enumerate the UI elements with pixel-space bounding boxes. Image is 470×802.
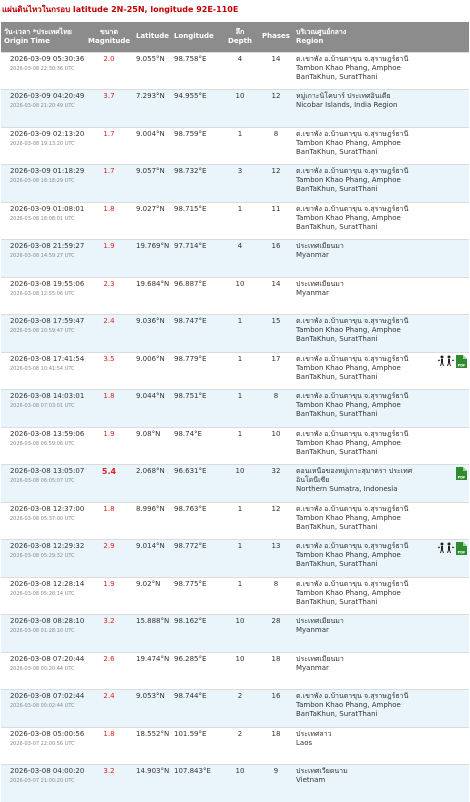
magnitude-value: 1.7 [85, 165, 133, 203]
region-cell [293, 90, 429, 128]
table-row[interactable] [1, 315, 469, 353]
phases-value: 9 [259, 765, 293, 802]
origin-time-utc: 2026-03-08 06:05:07 UTC [4, 477, 82, 486]
depth-value: 1 [221, 352, 259, 390]
table-row[interactable] [1, 90, 469, 128]
phases-value: 14 [259, 52, 293, 90]
actions-cell [429, 352, 469, 390]
svg-text:PDF: PDF [458, 551, 466, 555]
region-thai: ตอนเหนือของหมู่เกาะสุมาตรา ประเทศอินโดนีเซีย [296, 467, 426, 485]
origin-time-local: 2026-03-08 07:20:44 [4, 655, 82, 664]
latitude-value: 9.08°N [133, 427, 171, 465]
phases-value: 16 [259, 240, 293, 278]
origin-time-cell [1, 240, 85, 278]
region-english: Myanmar [296, 626, 426, 635]
actions-cell [429, 577, 469, 615]
origin-time-cell [1, 352, 85, 390]
origin-time-utc: 2026-03-08 18:08:01 UTC [4, 215, 82, 224]
longitude-value: 98.162°E [171, 615, 221, 653]
longitude-value: 98.732°E [171, 165, 221, 203]
pdf-icon[interactable] [456, 355, 467, 371]
table-row[interactable] [1, 765, 469, 802]
depth-value: 10 [221, 615, 259, 653]
column-header-latitude[interactable]: Latitude [133, 22, 171, 52]
origin-time-utc: 2026-03-08 12:55:06 UTC [4, 290, 82, 299]
origin-time-local: 2026-03-08 04:00:20 [4, 767, 82, 776]
region-english: Tambon Khao Phang, Amphoe BanTaKhun, SuratThani [296, 214, 426, 232]
longitude-value: 94.955°E [171, 90, 221, 128]
region-thai: ประเทศเมียนมา [296, 617, 426, 626]
region-english: Tambon Khao Phang, Amphoe BanTaKhun, SuratThani [296, 589, 426, 607]
depth-value: 10 [221, 652, 259, 690]
longitude-value: 98.779°E [171, 352, 221, 390]
origin-time-cell [1, 90, 85, 128]
longitude-value: 96.887°E [171, 277, 221, 315]
latitude-value: 2.068°N [133, 465, 171, 503]
region-english: Vietnam [296, 776, 426, 785]
origin-time-utc: 2026-03-08 21:20:49 UTC [4, 102, 82, 111]
actions-cell [429, 502, 469, 540]
table-row[interactable] [1, 652, 469, 690]
depth-value: 1 [221, 577, 259, 615]
region-thai: ต.เขาพัง อ.บ้านตาขุน จ.สุราษฎร์ธานี [296, 580, 426, 589]
latitude-value: 19.684°N [133, 277, 171, 315]
origin-time-utc: 2026-03-08 14:59:27 UTC [4, 252, 82, 261]
depth-value: 1 [221, 315, 259, 353]
table-row[interactable] [1, 465, 469, 503]
region-cell [293, 540, 429, 578]
table-row[interactable] [1, 52, 469, 90]
depth-value: 10 [221, 277, 259, 315]
longitude-value: 107.843°E [171, 765, 221, 802]
region-thai: ต.เขาพัง อ.บ้านตาขุน จ.สุราษฎร์ธานี [296, 355, 426, 364]
actions-cell [429, 202, 469, 240]
region-thai: ต.เขาพัง อ.บ้านตาขุน จ.สุราษฎร์ธานี [296, 392, 426, 401]
region-thai: หมู่เกาะนิโคบาร์ ประเทศอินเดีย [296, 92, 426, 101]
region-english: Tambon Khao Phang, Amphoe BanTaKhun, SuratThani [296, 439, 426, 457]
origin-time-cell [1, 465, 85, 503]
table-row[interactable] [1, 277, 469, 315]
phases-value: 13 [259, 540, 293, 578]
origin-time-local: 2026-03-08 13:59:06 [4, 430, 82, 439]
origin-time-utc: 2026-03-08 01:28:10 UTC [4, 627, 82, 636]
depth-value: 1 [221, 390, 259, 428]
latitude-value: 14.903°N [133, 765, 171, 802]
origin-time-local: 2026-03-08 05:00:56 [4, 730, 82, 739]
actions-cell [429, 465, 469, 503]
actions-cell [429, 315, 469, 353]
origin-time-local: 2026-03-08 12:37:00 [4, 505, 82, 514]
magnitude-value: 2.9 [85, 540, 133, 578]
phases-value: 12 [259, 90, 293, 128]
region-english: Myanmar [296, 251, 426, 260]
column-header-actions [429, 22, 469, 52]
origin-time-utc: 2026-03-08 18:18:29 UTC [4, 177, 82, 186]
origin-time-local: 2026-03-09 05:30:36 [4, 55, 82, 64]
region-english: Tambon Khao Phang, Amphoe BanTaKhun, SuratThani [296, 326, 426, 344]
felt-report-icon[interactable] [438, 542, 454, 557]
page-heading: แผ่นดินไหวในกรอบ latitude 2N-25N, longitude 92E-110E [0, 0, 470, 22]
region-thai: ต.เขาพัง อ.บ้านตาขุน จ.สุราษฎร์ธานี [296, 542, 426, 551]
origin-time-cell [1, 577, 85, 615]
actions-cell [429, 52, 469, 90]
table-row[interactable] [1, 727, 469, 765]
origin-time-utc: 2026-03-08 05:29:32 UTC [4, 552, 82, 561]
region-cell [293, 502, 429, 540]
phases-value: 18 [259, 727, 293, 765]
actions-cell [429, 615, 469, 653]
phases-value: 32 [259, 465, 293, 503]
depth-value: 1 [221, 540, 259, 578]
latitude-value: 19.474°N [133, 652, 171, 690]
origin-time-local: 2026-03-08 17:59:47 [4, 317, 82, 326]
actions-cell [429, 765, 469, 802]
region-thai: ต.เขาพัง อ.บ้านตาขุน จ.สุราษฎร์ธานี [296, 692, 426, 701]
region-cell [293, 240, 429, 278]
region-english: Nicobar Islands, India Region [296, 101, 426, 110]
phases-value: 11 [259, 202, 293, 240]
latitude-value: 7.293°N [133, 90, 171, 128]
depth-value: 4 [221, 240, 259, 278]
region-thai: ประเทศเมียนมา [296, 280, 426, 289]
magnitude-value: 2.4 [85, 690, 133, 728]
region-cell [293, 765, 429, 802]
region-english: Tambon Khao Phang, Amphoe BanTaKhun, SuratThani [296, 139, 426, 157]
region-english: Tambon Khao Phang, Amphoe BanTaKhun, SuratThani [296, 364, 426, 382]
longitude-value: 98.772°E [171, 540, 221, 578]
pdf-icon[interactable] [456, 467, 467, 483]
phases-value: 18 [259, 652, 293, 690]
region-cell [293, 615, 429, 653]
depth-value: 3 [221, 165, 259, 203]
region-cell [293, 577, 429, 615]
origin-time-utc: 2026-03-08 06:59:06 UTC [4, 440, 82, 449]
origin-time-cell [1, 652, 85, 690]
region-cell [293, 465, 429, 503]
actions-cell [429, 127, 469, 165]
region-thai: ต.เขาพัง อ.บ้านตาขุน จ.สุราษฎร์ธานี [296, 130, 426, 139]
origin-time-local: 2026-03-08 21:59:27 [4, 242, 82, 251]
region-thai: ต.เขาพัง อ.บ้านตาขุน จ.สุราษฎร์ธานี [296, 167, 426, 176]
phases-value: 14 [259, 277, 293, 315]
region-cell [293, 727, 429, 765]
latitude-value: 9.004°N [133, 127, 171, 165]
region-english: Myanmar [296, 289, 426, 298]
actions-cell [429, 652, 469, 690]
svg-text:PDF: PDF [458, 476, 466, 480]
origin-time-local: 2026-03-09 01:08:01 [4, 205, 82, 214]
latitude-value: 9.053°N [133, 690, 171, 728]
region-english: Northern Sumatra, Indonesia [296, 485, 426, 494]
latitude-value: 9.006°N [133, 352, 171, 390]
region-thai: ต.เขาพัง อ.บ้านตาขุน จ.สุราษฎร์ธานี [296, 505, 426, 514]
magnitude-value: 1.8 [85, 390, 133, 428]
region-cell [293, 52, 429, 90]
actions-cell [429, 240, 469, 278]
region-cell [293, 390, 429, 428]
depth-value: 2 [221, 690, 259, 728]
region-cell [293, 315, 429, 353]
table-row[interactable] [1, 202, 469, 240]
origin-time-local: 2026-03-08 17:41:54 [4, 355, 82, 364]
region-cell [293, 690, 429, 728]
table-row[interactable] [1, 690, 469, 728]
magnitude-value: 1.8 [85, 502, 133, 540]
magnitude-value: 2.3 [85, 277, 133, 315]
column-header-longitude[interactable]: Longitude [171, 22, 221, 52]
latitude-value: 9.055°N [133, 52, 171, 90]
latitude-value: 15.888°N [133, 615, 171, 653]
magnitude-value: 2.6 [85, 652, 133, 690]
depth-value: 1 [221, 127, 259, 165]
depth-value: 2 [221, 727, 259, 765]
origin-time-cell [1, 390, 85, 428]
origin-time-cell [1, 277, 85, 315]
phases-value: 8 [259, 577, 293, 615]
magnitude-value: 3.2 [85, 765, 133, 802]
longitude-value: 98.758°E [171, 52, 221, 90]
actions-cell [429, 165, 469, 203]
origin-time-local: 2026-03-08 13:05:07 [4, 467, 82, 476]
phases-value: 10 [259, 427, 293, 465]
origin-time-utc: 2026-03-08 22:30:36 UTC [4, 65, 82, 74]
region-thai: ประเทศเวียดนาม [296, 767, 426, 776]
magnitude-value: 1.9 [85, 427, 133, 465]
table-row[interactable] [1, 427, 469, 465]
origin-time-utc: 2026-03-08 10:59:47 UTC [4, 327, 82, 336]
earthquake-table [1, 22, 469, 802]
phases-value: 15 [259, 315, 293, 353]
longitude-value: 98.744°E [171, 690, 221, 728]
origin-time-cell [1, 202, 85, 240]
latitude-value: 9.036°N [133, 315, 171, 353]
origin-time-local: 2026-03-08 12:29:32 [4, 542, 82, 551]
pdf-icon[interactable] [456, 542, 467, 558]
region-cell [293, 652, 429, 690]
region-cell [293, 202, 429, 240]
phases-value: 8 [259, 127, 293, 165]
region-cell [293, 352, 429, 390]
column-header-magnitude[interactable]: ขนาด Magnitude [85, 22, 133, 52]
longitude-value: 98.74°E [171, 427, 221, 465]
table-row[interactable] [1, 577, 469, 615]
magnitude-value: 3.5 [85, 352, 133, 390]
origin-time-utc: 2026-03-07 21:00:20 UTC [4, 777, 82, 786]
longitude-value: 97.714°E [171, 240, 221, 278]
longitude-value: 98.775°E [171, 577, 221, 615]
depth-value: 10 [221, 90, 259, 128]
latitude-value: 9.014°N [133, 540, 171, 578]
actions-cell [429, 427, 469, 465]
latitude-value: 9.044°N [133, 390, 171, 428]
depth-value: 1 [221, 202, 259, 240]
column-header-region[interactable]: บริเวณศูนย์กลาง Region [293, 22, 429, 52]
region-cell [293, 277, 429, 315]
magnitude-value: 1.7 [85, 127, 133, 165]
origin-time-local: 2026-03-09 02:13:20 [4, 130, 82, 139]
origin-time-cell [1, 127, 85, 165]
longitude-value: 98.715°E [171, 202, 221, 240]
region-thai: ประเทศลาว [296, 730, 426, 739]
table-header-row [1, 22, 469, 52]
origin-time-cell [1, 52, 85, 90]
region-thai: ต.เขาพัง อ.บ้านตาขุน จ.สุราษฎร์ธานี [296, 317, 426, 326]
latitude-value: 19.769°N [133, 240, 171, 278]
table-row[interactable] [1, 240, 469, 278]
actions-cell [429, 540, 469, 578]
column-header-phases[interactable]: Phases [259, 22, 293, 52]
svg-text:PDF: PDF [458, 363, 466, 367]
longitude-value: 98.751°E [171, 390, 221, 428]
actions-cell [429, 727, 469, 765]
depth-value: 10 [221, 465, 259, 503]
table-row[interactable] [1, 502, 469, 540]
origin-time-cell [1, 165, 85, 203]
actions-cell [429, 277, 469, 315]
depth-value: 4 [221, 52, 259, 90]
origin-time-local: 2026-03-09 01:18:29 [4, 167, 82, 176]
origin-time-cell [1, 502, 85, 540]
region-english: Tambon Khao Phang, Amphoe BanTaKhun, SuratThani [296, 176, 426, 194]
latitude-value: 18.552°N [133, 727, 171, 765]
magnitude-value: 1.8 [85, 202, 133, 240]
origin-time-utc: 2026-03-08 19:13:20 UTC [4, 140, 82, 149]
region-english: Tambon Khao Phang, Amphoe BanTaKhun, SuratThani [296, 514, 426, 532]
table-row[interactable] [1, 165, 469, 203]
magnitude-value: 5.4 [85, 465, 133, 503]
region-english: Tambon Khao Phang, Amphoe BanTaKhun, SuratThani [296, 64, 426, 82]
origin-time-utc: 2026-03-08 07:03:01 UTC [4, 402, 82, 411]
origin-time-local: 2026-03-08 07:02:44 [4, 692, 82, 701]
region-cell [293, 165, 429, 203]
origin-time-utc: 2026-03-07 22:00:56 UTC [4, 740, 82, 749]
actions-cell [429, 390, 469, 428]
region-english: Tambon Khao Phang, Amphoe BanTaKhun, SuratThani [296, 401, 426, 419]
depth-value: 10 [221, 765, 259, 802]
origin-time-cell [1, 690, 85, 728]
origin-time-cell [1, 427, 85, 465]
origin-time-local: 2026-03-08 19:55:06 [4, 280, 82, 289]
phases-value: 28 [259, 615, 293, 653]
region-thai: ประเทศเมียนมา [296, 242, 426, 251]
magnitude-value: 1.8 [85, 727, 133, 765]
origin-time-utc: 2026-03-08 00:20:44 UTC [4, 665, 82, 674]
magnitude-value: 1.9 [85, 577, 133, 615]
phases-value: 12 [259, 165, 293, 203]
magnitude-value: 3.7 [85, 90, 133, 128]
latitude-value: 8.996°N [133, 502, 171, 540]
column-header-depth[interactable]: ลึก Depth [221, 22, 259, 52]
longitude-value: 98.763°E [171, 502, 221, 540]
origin-time-cell [1, 315, 85, 353]
origin-time-cell [1, 615, 85, 653]
origin-time-cell [1, 727, 85, 765]
column-header-origin-time[interactable]: วัน-เวลา *ประเทศไทย Origin Time [1, 22, 85, 52]
region-english: Laos [296, 739, 426, 748]
latitude-value: 9.027°N [133, 202, 171, 240]
region-thai: ต.เขาพัง อ.บ้านตาขุน จ.สุราษฎร์ธานี [296, 430, 426, 439]
origin-time-local: 2026-03-08 08:28:10 [4, 617, 82, 626]
longitude-value: 98.759°E [171, 127, 221, 165]
region-thai: ต.เขาพัง อ.บ้านตาขุน จ.สุราษฎร์ธานี [296, 205, 426, 214]
longitude-value: 98.747°E [171, 315, 221, 353]
region-cell [293, 127, 429, 165]
magnitude-value: 1.9 [85, 240, 133, 278]
phases-value: 8 [259, 390, 293, 428]
origin-time-local: 2026-03-08 12:28:14 [4, 580, 82, 589]
origin-time-cell [1, 540, 85, 578]
depth-value: 1 [221, 502, 259, 540]
origin-time-utc: 2026-03-08 05:28:14 UTC [4, 590, 82, 599]
region-cell [293, 427, 429, 465]
magnitude-value: 3.2 [85, 615, 133, 653]
phases-value: 12 [259, 502, 293, 540]
origin-time-utc: 2026-03-08 10:41:54 UTC [4, 365, 82, 374]
origin-time-cell [1, 765, 85, 802]
region-english: Tambon Khao Phang, Amphoe BanTaKhun, SuratThani [296, 551, 426, 569]
origin-time-utc: 2026-03-08 00:02:44 UTC [4, 702, 82, 711]
table-row[interactable] [1, 540, 469, 578]
longitude-value: 101.59°E [171, 727, 221, 765]
longitude-value: 96.631°E [171, 465, 221, 503]
felt-report-icon[interactable] [438, 355, 454, 370]
table-row[interactable] [1, 390, 469, 428]
phases-value: 16 [259, 690, 293, 728]
latitude-value: 9.02°N [133, 577, 171, 615]
longitude-value: 96.285°E [171, 652, 221, 690]
region-thai: ต.เขาพัง อ.บ้านตาขุน จ.สุราษฎร์ธานี [296, 55, 426, 64]
actions-cell [429, 690, 469, 728]
depth-value: 1 [221, 427, 259, 465]
region-thai: ประเทศเมียนมา [296, 655, 426, 664]
origin-time-local: 2026-03-08 14:03:01 [4, 392, 82, 401]
phases-value: 17 [259, 352, 293, 390]
latitude-value: 9.057°N [133, 165, 171, 203]
origin-time-utc: 2026-03-08 05:37:00 UTC [4, 515, 82, 524]
magnitude-value: 2.4 [85, 315, 133, 353]
region-english: Tambon Khao Phang, Amphoe BanTaKhun, SuratThani [296, 701, 426, 719]
table-row[interactable] [1, 615, 469, 653]
table-row[interactable] [1, 127, 469, 165]
actions-cell [429, 90, 469, 128]
region-english: Myanmar [296, 664, 426, 673]
magnitude-value: 2.0 [85, 52, 133, 90]
table-row[interactable] [1, 352, 469, 390]
origin-time-local: 2026-03-09 04:20:49 [4, 92, 82, 101]
